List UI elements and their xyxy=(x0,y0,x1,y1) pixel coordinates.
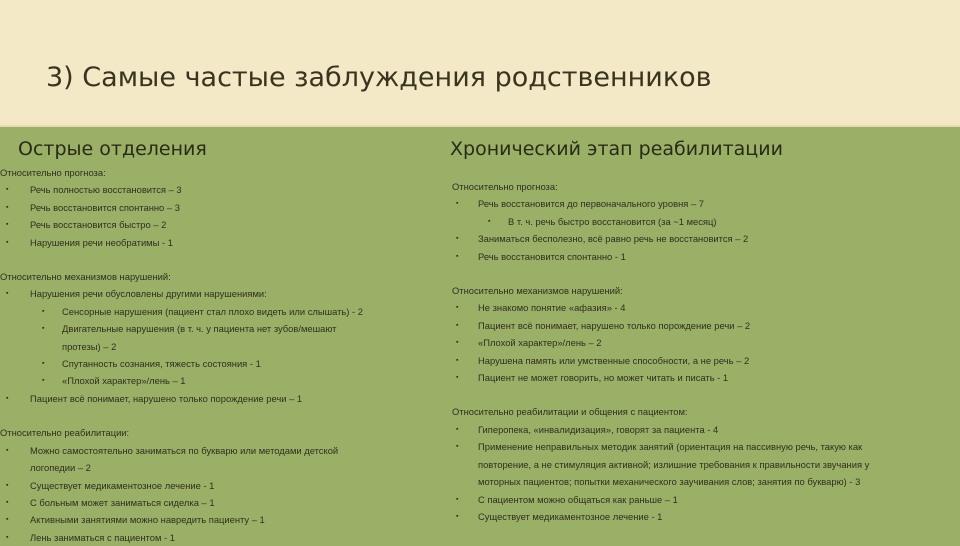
sub-list-item xyxy=(0,338,425,355)
sub-list-item xyxy=(0,320,425,337)
list-item-text: Пациент не может говорить, но может читать и писать - 1 xyxy=(478,372,729,384)
section-title: Относительно реабилитации: xyxy=(0,427,130,439)
bullet-icon: ▪ xyxy=(488,217,491,225)
bullet-icon: ▪ xyxy=(6,290,9,298)
list-item-text: Нарушения речи обусловлены другими нарушениями: xyxy=(30,288,267,300)
list-item xyxy=(0,390,425,407)
list-item xyxy=(0,234,425,251)
list-item xyxy=(0,442,425,459)
section-title: Относительно механизмов нарушений: xyxy=(0,271,171,283)
list-item xyxy=(0,494,425,511)
bullet-icon: ▪ xyxy=(42,360,45,368)
list-item-text: «Плохой характер»/лень – 2 xyxy=(478,337,602,349)
list-item xyxy=(452,421,952,438)
bullet-icon: ▪ xyxy=(456,321,459,329)
list-item xyxy=(452,334,952,351)
right-column-heading: Хронический этап реабилитации xyxy=(450,138,783,160)
list-item-text: Речь восстановится до первоначального уровня – 7 xyxy=(478,198,704,210)
list-item-text: Применение неправильных методик занятий (ориентация на пассивную речь, такую как xyxy=(478,441,863,453)
list-item-text: «Плохой характер»/лень – 1 xyxy=(62,375,186,387)
list-item-text: Речь полностью восстановится – 3 xyxy=(30,184,182,196)
section-title: Относительно механизмов нарушений: xyxy=(452,285,623,297)
left-column xyxy=(0,164,425,546)
list-item xyxy=(0,529,425,546)
list-item-text: Пациент всё понимает, нарушено только порождение речи – 1 xyxy=(30,392,303,404)
bullet-icon: ▪ xyxy=(456,252,459,260)
section-gap xyxy=(0,251,425,268)
list-item-text: Можно самостоятельно заниматься по букварю или методами детской xyxy=(30,444,339,456)
list-item xyxy=(452,352,952,369)
right-column xyxy=(452,178,952,525)
slide-title: 3) Самые частые заблуждения родственников xyxy=(46,62,712,93)
list-item xyxy=(452,369,952,386)
list-item xyxy=(452,195,952,212)
bullet-icon: ▪ xyxy=(6,221,9,229)
list-item xyxy=(0,511,425,528)
list-item-text: Заниматься бесполезно, всё равно речь не восстановится – 2 xyxy=(478,233,749,245)
list-item-text: Гиперопека, «инвалидизация», говорят за пациента - 4 xyxy=(478,423,719,435)
bullet-icon: ▪ xyxy=(42,307,45,315)
bullet-icon: ▪ xyxy=(456,356,459,364)
list-item xyxy=(452,438,952,455)
list-item-text: Лень заниматься с пациентом - 1 xyxy=(30,531,175,543)
list-item xyxy=(452,491,952,508)
list-item xyxy=(0,477,425,494)
bullet-icon: ▪ xyxy=(456,200,459,208)
bullet-icon: ▪ xyxy=(6,498,9,506)
bullet-icon: ▪ xyxy=(456,512,459,520)
list-item xyxy=(452,248,952,265)
list-item-text: повторение, а не стимуляция активной; излишние требования к правильности звучания у xyxy=(478,458,870,470)
list-item-text: Существует медикаментозное лечение - 1 xyxy=(478,510,663,522)
bullet-icon: ▪ xyxy=(6,446,9,454)
bullet-icon: ▪ xyxy=(6,238,9,246)
bullet-icon: ▪ xyxy=(42,377,45,385)
list-item xyxy=(452,299,952,316)
bullet-icon: ▪ xyxy=(456,304,459,312)
list-item-text: протезы) – 2 xyxy=(62,340,117,352)
bullet-icon: ▪ xyxy=(6,394,9,402)
list-item-text: Активными занятиями можно навредить пациенту – 1 xyxy=(30,514,265,526)
bullet-icon: ▪ xyxy=(6,203,9,211)
sub-list-item xyxy=(0,303,425,320)
list-item xyxy=(0,459,425,476)
section-title: Относительно реабилитации и общения с пациентом: xyxy=(452,406,688,418)
section-gap xyxy=(452,265,952,282)
list-item-text: Спутанность сознания, тяжесть состояния - 1 xyxy=(62,358,261,370)
list-item-text: С больным может заниматься сиделка – 1 xyxy=(30,496,215,508)
bullet-icon: ▪ xyxy=(456,495,459,503)
section-gap xyxy=(452,386,952,403)
list-item-text: Речь восстановится спонтанно - 1 xyxy=(478,250,626,262)
list-item-text: Речь восстановится быстро – 2 xyxy=(30,219,167,231)
list-item-text: Пациент всё понимает, нарушено только порождение речи – 2 xyxy=(478,319,751,331)
bullet-icon: ▪ xyxy=(456,374,459,382)
bullet-icon: ▪ xyxy=(456,339,459,347)
section-gap xyxy=(0,407,425,424)
list-item-text: Сенсорные нарушения (пациент стал плохо видеть или слышать) - 2 xyxy=(62,305,363,317)
list-item-text: С пациентом можно общаться как раньше – 1 xyxy=(478,493,678,505)
list-item-text: Двигательные нарушения (в т. ч. у пациента нет зубов/мешают xyxy=(62,323,337,335)
list-item-text: моторных пациентов; попытки механического заучивания слов; занятия по букварю) - 3 xyxy=(478,476,861,488)
bullet-icon: ▪ xyxy=(456,443,459,451)
list-item xyxy=(0,199,425,216)
bullet-icon: ▪ xyxy=(456,235,459,243)
list-item-text: Речь восстановится спонтанно – 3 xyxy=(30,201,180,213)
bullet-icon: ▪ xyxy=(6,481,9,489)
list-item xyxy=(452,508,952,525)
list-item-text: В т. ч. речь быстро восстановится (за ~1 месяц) xyxy=(508,215,717,227)
sub-list-item xyxy=(0,355,425,372)
list-item xyxy=(452,473,952,490)
title-banner xyxy=(0,0,960,127)
sub-list-item xyxy=(0,372,425,389)
section-title: Относительно прогноза: xyxy=(452,181,558,192)
list-item-text: Нарушена память или умственные способности, а не речь – 2 xyxy=(478,354,750,366)
list-item-text: Не знакомо понятие «афазия» - 4 xyxy=(478,302,626,314)
list-item-text: Нарушения речи необратимы - 1 xyxy=(30,236,173,248)
bullet-icon: ▪ xyxy=(42,325,45,333)
left-column-heading: Острые отделения xyxy=(18,138,207,160)
list-item-text: логопедии – 2 xyxy=(30,462,91,474)
list-item xyxy=(452,317,952,334)
list-item xyxy=(452,456,952,473)
list-item xyxy=(452,230,952,247)
list-item-text: Существует медикаментозное лечение - 1 xyxy=(30,479,215,491)
list-item xyxy=(0,216,425,233)
bullet-icon: ▪ xyxy=(6,186,9,194)
bullet-icon: ▪ xyxy=(6,533,9,541)
section-title: Относительно прогноза: xyxy=(0,167,106,178)
sub-list-item xyxy=(452,213,952,230)
list-item xyxy=(0,181,425,198)
bullet-icon: ▪ xyxy=(456,425,459,433)
bullet-icon: ▪ xyxy=(6,516,9,524)
list-item xyxy=(0,285,425,302)
